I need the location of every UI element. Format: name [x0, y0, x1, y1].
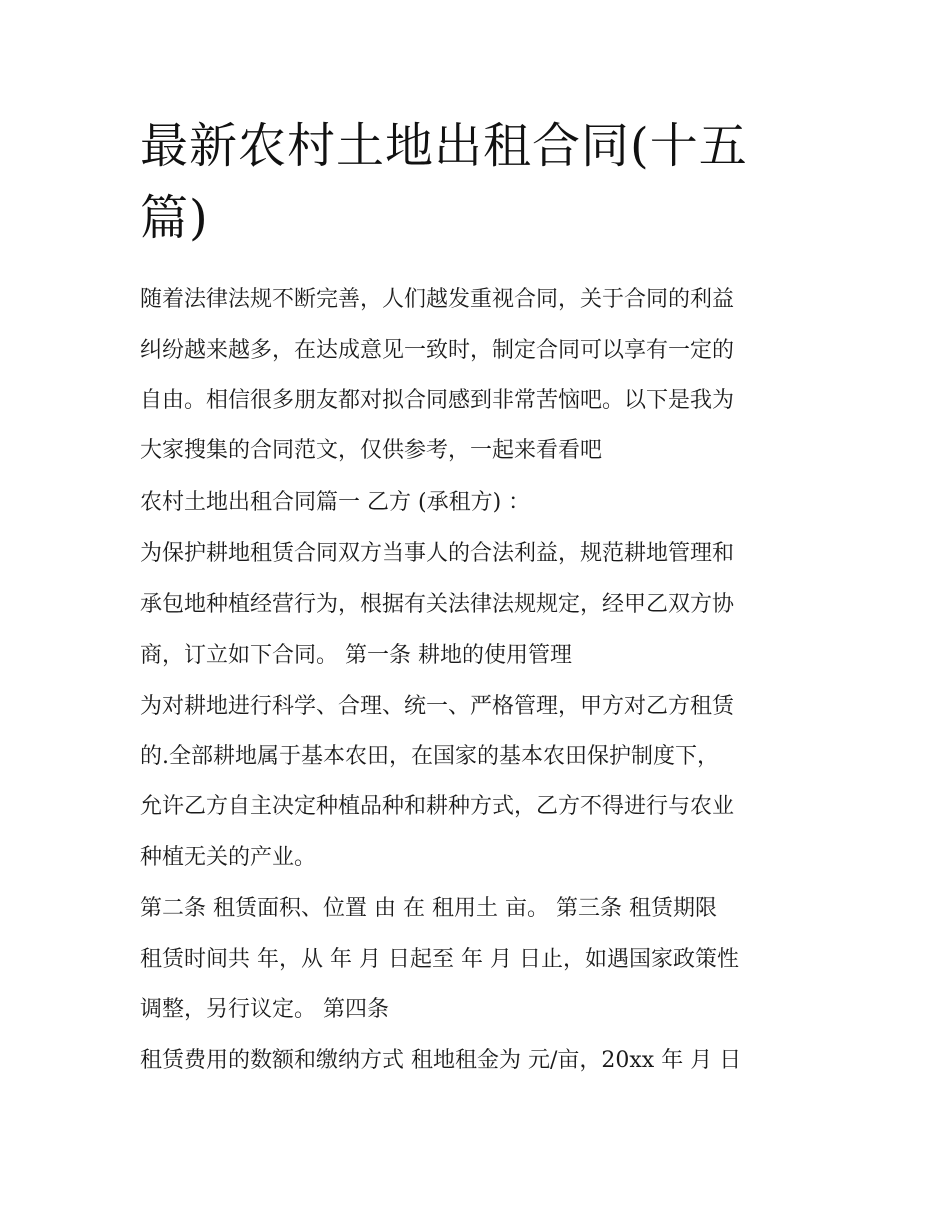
text-line-14: 租赁时间共 年，从 年 月 日起至 年 月 日止，如遇国家政策性 — [140, 947, 739, 972]
text-line-8: 商，订立如下合同。 第一条 耕地的使用管理 — [140, 643, 572, 668]
text-line-9: 为对耕地进行科学、合理、统一、严格管理，甲方对乙方租赁 — [140, 694, 735, 719]
text-line-6: 为保护耕地租赁合同双方当事人的合法利益，规范耕地管理和 — [140, 541, 735, 566]
text-line-11: 允许乙方自主决定种植品种和耕种方式，乙方不得进行与农业 — [140, 794, 735, 819]
text-line-1: 随着法律法规不断完善，人们越发重视合同，关于合同的利益 — [140, 287, 735, 312]
text-line-10: 的.全部耕地属于基本农田，在国家的基本农田保护制度下， — [140, 744, 719, 769]
text-line-15: 调整，另行议定。 第四条 — [140, 997, 389, 1022]
title-line-2: 篇) — [140, 190, 209, 246]
title-line-1: 最新农村土地出租合同(十五 — [140, 118, 748, 174]
text-line-2: 纠纷越来越多，在达成意见一致时，制定合同可以享有一定的 — [140, 338, 735, 363]
text-line-13: 第二条 租赁面积、位置 由 在 租用土 亩。 第三条 租赁期限 — [140, 896, 717, 921]
text-line-4: 大家搜集的合同范文，仅供参考，一起来看看吧 — [140, 438, 603, 463]
text-line-7: 承包地种植经营行为，根据有关法律法规规定，经甲乙双方协 — [140, 592, 735, 617]
text-line-16: 租赁费用的数额和缴纳方式 租地租金为 元/亩，20xx 年 月 日 — [140, 1048, 742, 1073]
document-title — [140, 110, 820, 254]
section-heading-1: 农村土地出租合同篇一 乙方 (承租方) ： — [140, 490, 531, 515]
text-line-12: 种植无关的产业。 — [140, 845, 317, 870]
text-line-3: 自由。相信很多朋友都对拟合同感到非常苦恼吧。以下是我为 — [140, 388, 735, 413]
